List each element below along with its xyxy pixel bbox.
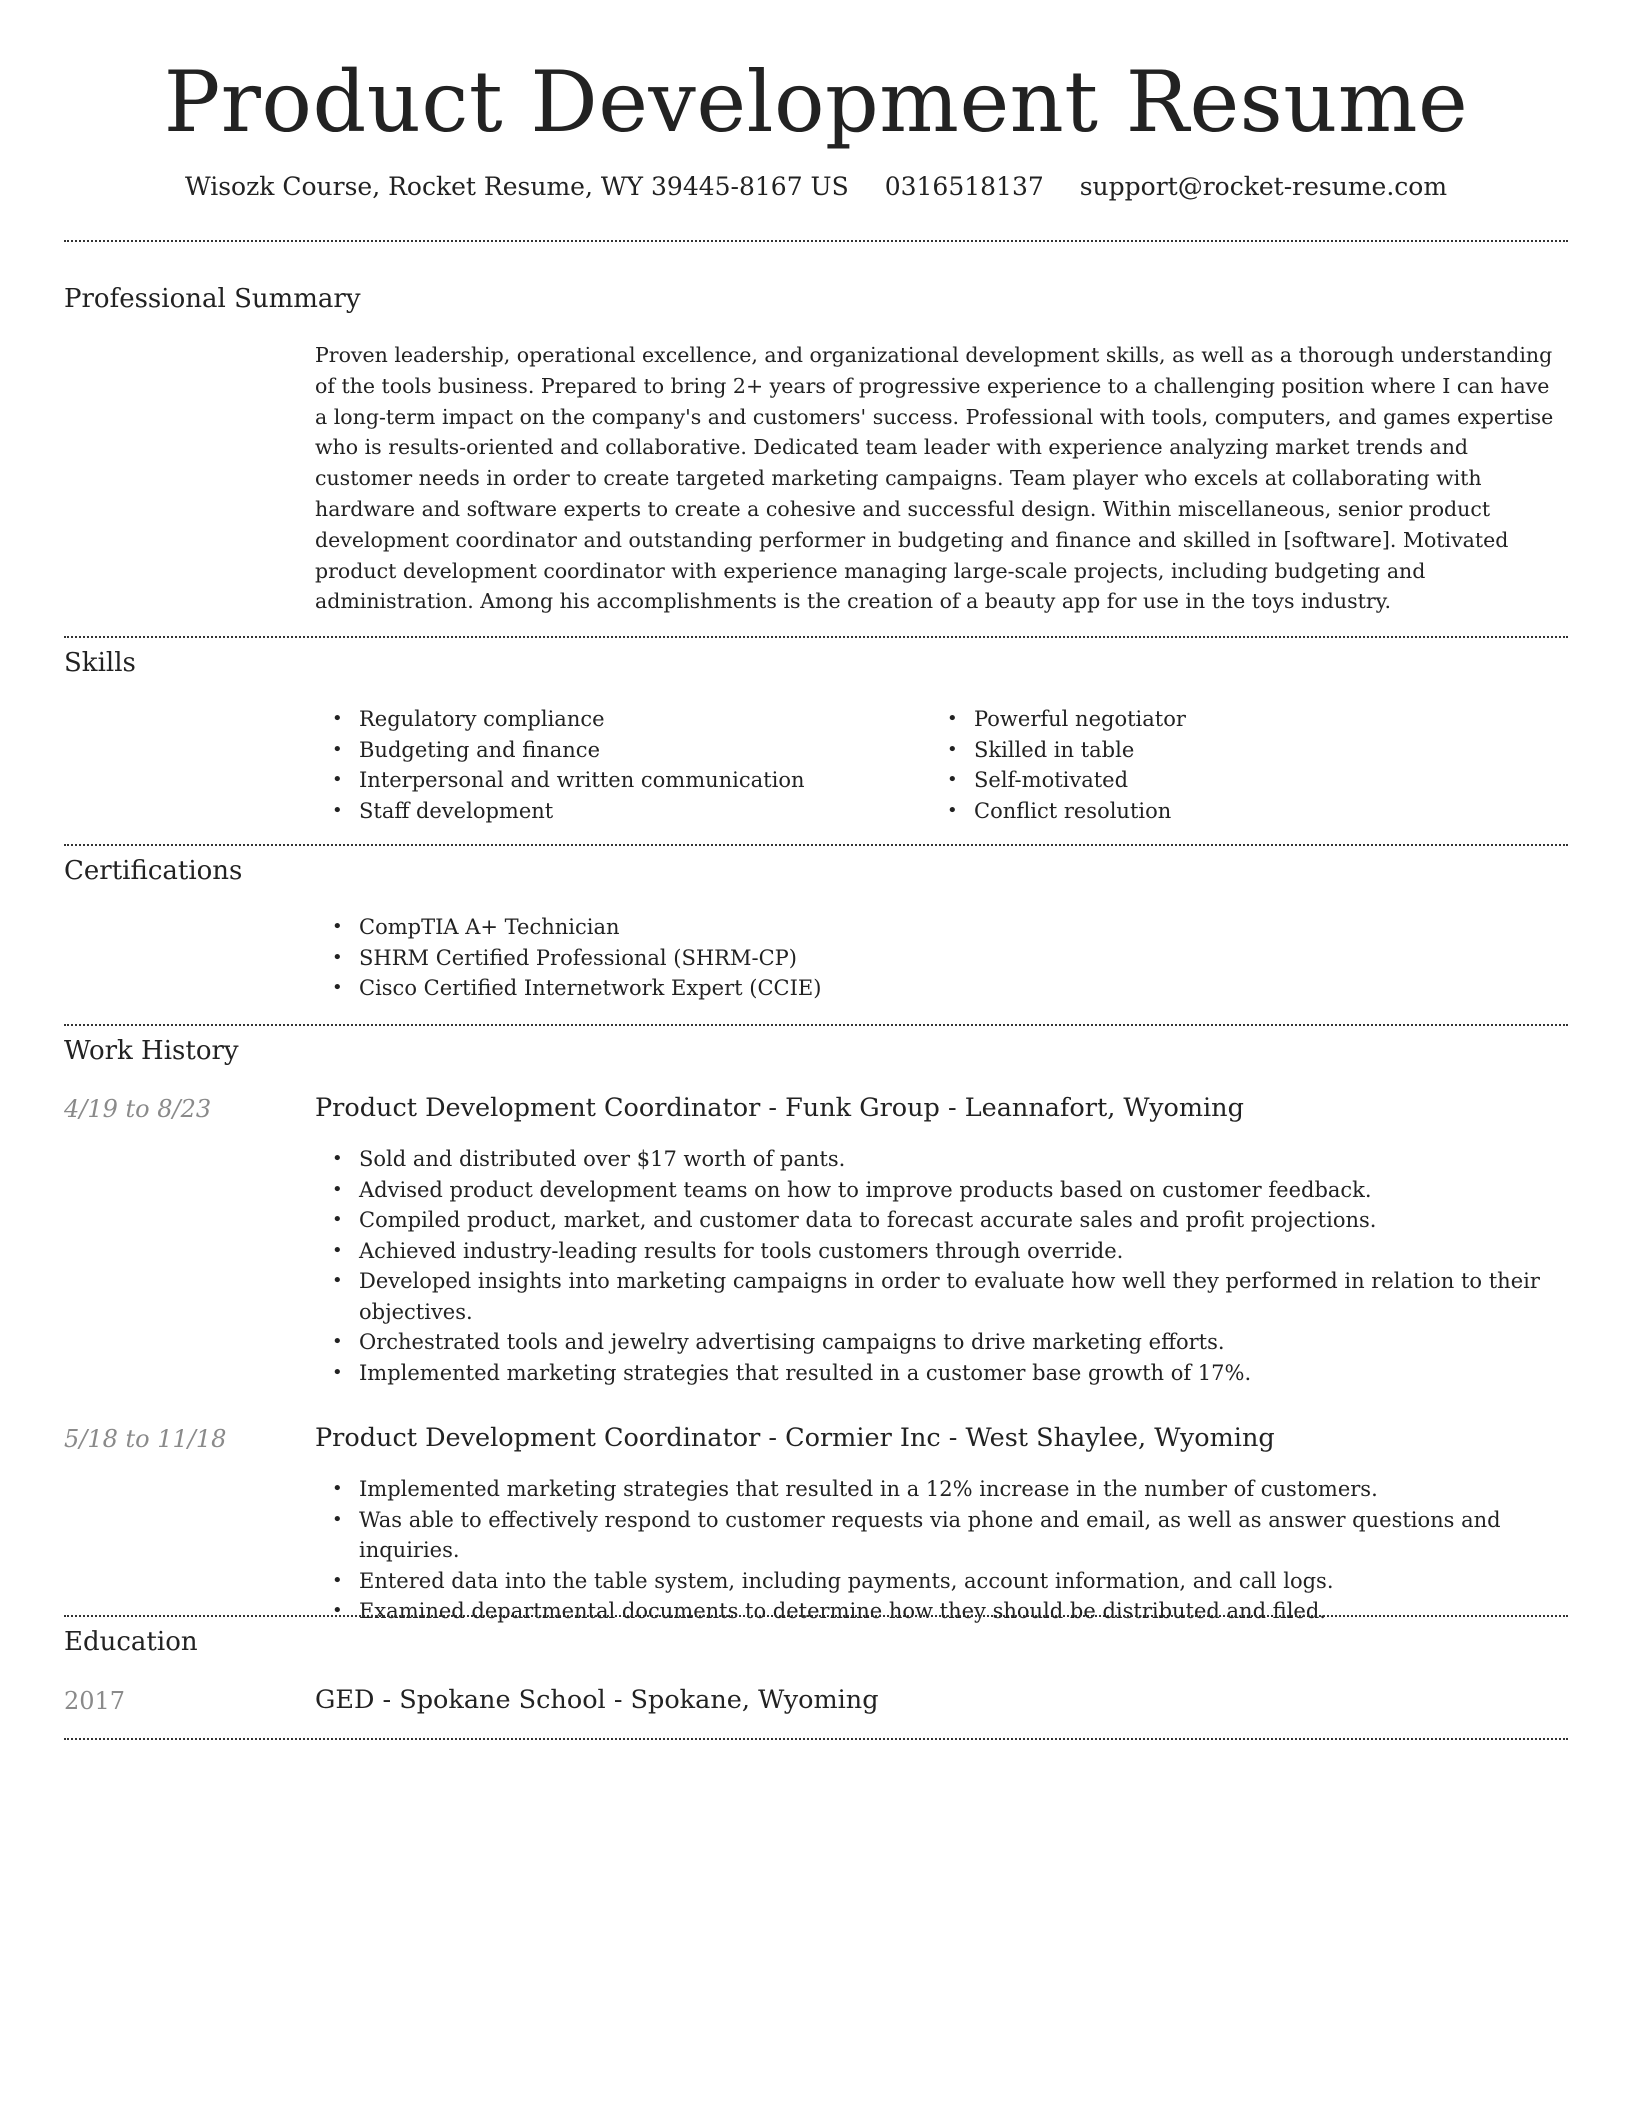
resume-title: Product Development Resume (163, 53, 1469, 151)
summary-heading: Professional Summary (64, 284, 361, 314)
summary-text: Proven leadership, operational excellence, and organizational development skills, as well as a thorough understanding of the tools business. Prepared to bring 2+ years of progressive experience to a challenging position where I can have a long-term impact on the company's and customers' success. Professional with tools, computers, and games expertise who is results-oriented and collaborative. Dedicated team leader with experience analyzing market trends and customer needs in order to create targeted marketing campaigns. Team player who excels at collaborating with hardware and software experts to create a cohesive and successful design. Within miscellaneous, senior product development coordinator and outstanding performer in budgeting and finance and skilled in [software]. Motivated product development coordinator with experience managing large-scale projects, including budgeting and administration. Among his accomplishments is the creation of a beauty app for use in the toys industry. (315, 343, 1554, 614)
job-dates: 5/18 to 11/18 (64, 1425, 227, 1453)
work-heading: Work History (64, 1036, 239, 1066)
skill-item: • Conflict resolution (930, 796, 1186, 827)
job-bullets (315, 1144, 1565, 1388)
certification-item: • CompTIA A+ Technician (315, 912, 821, 943)
contact-address: Wisozk Course, Rocket Resume, WY 39445-8167 US (184, 172, 849, 201)
job-bullet: • Entered data into the table system, including payments, account information, and call logs. (315, 1566, 1565, 1597)
skills-list-left (315, 704, 805, 826)
section-divider (64, 636, 1568, 638)
skill-item: • Skilled in table (930, 735, 1186, 766)
job-title: Product Development Coordinator - Funk Group - Leannafort, Wyoming (315, 1093, 1244, 1123)
skill-item: • Regulatory compliance (315, 704, 805, 735)
job-bullet: • Sold and distributed over $17 worth of pants. (315, 1144, 1565, 1175)
skill-item: • Budgeting and finance (315, 735, 805, 766)
job-bullet: • Advised product development teams on how to improve products based on customer feedback. (315, 1175, 1565, 1206)
resume-header (0, 52, 1632, 152)
contact-email: support@rocket-resume.com (1079, 172, 1448, 201)
job-bullet: • Developed insights into marketing campaigns in order to evaluate how well they performed in relation to their objectives. (315, 1266, 1565, 1327)
job-bullets (315, 1474, 1565, 1627)
skill-item: • Self-motivated (930, 765, 1186, 796)
job-bullet: • Was able to effectively respond to customer requests via phone and email, as well as answer questions and inquiries. (315, 1505, 1565, 1566)
section-divider (64, 1738, 1568, 1740)
section-divider (64, 844, 1568, 846)
certification-item: • Cisco Certified Internetwork Expert (CCIE) (315, 973, 821, 1004)
education-year: 2017 (64, 1687, 126, 1715)
job-bullet: • Implemented marketing strategies that resulted in a 12% increase in the number of customers. (315, 1474, 1565, 1505)
contact-phone: 0316518137 (884, 172, 1044, 201)
certifications-heading: Certifications (64, 856, 243, 886)
skills-heading: Skills (64, 648, 136, 678)
job-title: Product Development Coordinator - Cormier Inc - West Shaylee, Wyoming (315, 1423, 1275, 1453)
certification-item: • SHRM Certified Professional (SHRM-CP) (315, 943, 821, 974)
job-dates: 4/19 to 8/23 (64, 1095, 212, 1123)
education-heading: Education (64, 1627, 198, 1657)
skill-item: • Powerful negotiator (930, 704, 1186, 735)
section-divider (64, 240, 1568, 242)
skill-item: • Interpersonal and written communication (315, 765, 805, 796)
skills-list-right (930, 704, 1186, 826)
skill-item: • Staff development (315, 796, 805, 827)
job-bullet: • Implemented marketing strategies that resulted in a customer base growth of 17%. (315, 1358, 1565, 1389)
job-bullet: • Achieved industry-leading results for tools customers through override. (315, 1236, 1565, 1267)
section-divider (64, 1615, 1568, 1617)
education-degree: GED - Spokane School - Spokane, Wyoming (315, 1685, 879, 1715)
certifications-list (315, 912, 821, 1004)
job-bullet: • Examined departmental documents to determine how they should be distributed and filed. (315, 1596, 1565, 1627)
section-divider (64, 1024, 1568, 1026)
contact-line (0, 172, 1632, 201)
job-bullet: • Orchestrated tools and jewelry advertising campaigns to drive marketing efforts. (315, 1327, 1565, 1358)
job-bullet: • Compiled product, market, and customer data to forecast accurate sales and profit projections. (315, 1205, 1565, 1236)
